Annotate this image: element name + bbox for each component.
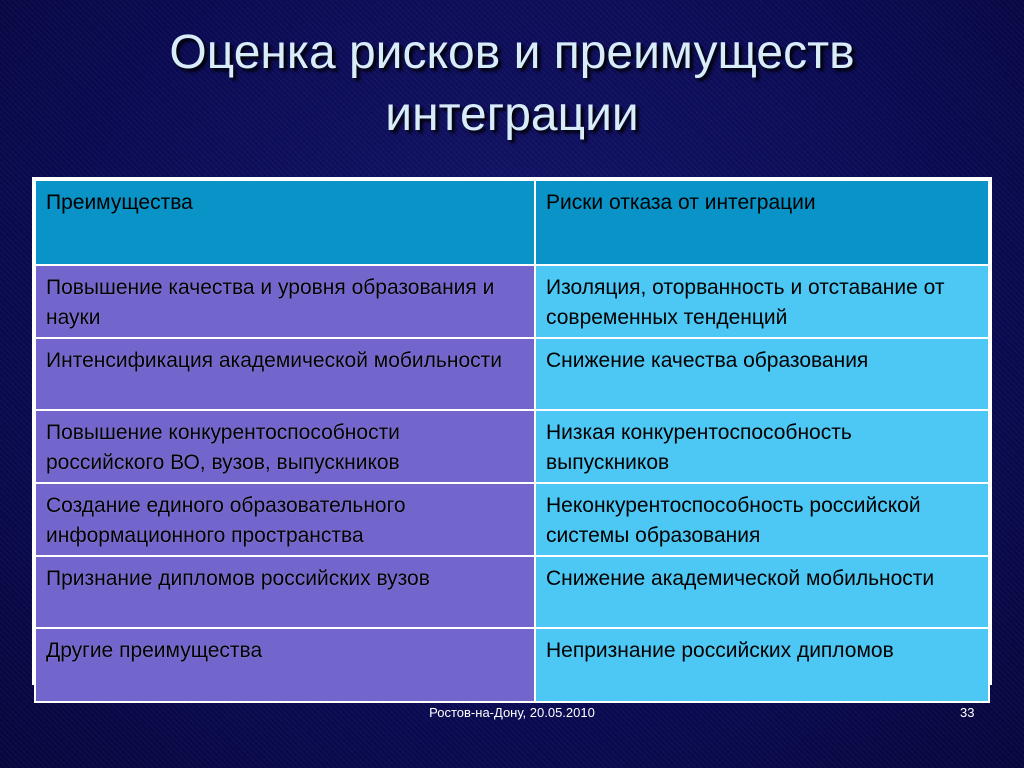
slide-title-line-2: интеграции [385,88,639,141]
slide-title [0,22,1024,146]
risk-cell: Неконкурентоспособность российской системы образования [535,483,989,556]
risk-cell: Снижение академической мобильности [535,556,989,628]
benefit-cell: Интенсификация академической мобильности [35,338,535,410]
table-row [35,628,989,702]
comparison-table [32,177,992,685]
slide-title-line-1: Оценка рисков и преимуществ [169,26,855,79]
table-row [35,483,989,556]
benefit-cell: Повышение качества и уровня образования и науки [35,265,535,338]
benefit-cell: Другие преимущества [35,628,535,702]
page-number: 33 [960,705,975,720]
table-row [35,556,989,628]
header-benefits: Преимущества [35,180,535,265]
benefit-cell: Повышение конкурентоспособности российского ВО, вузов, выпускников [35,410,535,483]
risk-cell: Изоляция, оторванность и отставание от современных тенденций [535,265,989,338]
header-risks: Риски отказа от интеграции [535,180,989,265]
table-row [35,338,989,410]
table-row [35,410,989,483]
table-header-row [35,180,989,265]
table-row [35,265,989,338]
risk-cell: Низкая конкурентоспособность выпускников [535,410,989,483]
slide-footer: Ростов-на-Дону, 20.05.2010 [429,705,595,720]
benefit-cell: Признание дипломов российских вузов [35,556,535,628]
risk-cell: Снижение качества образования [535,338,989,410]
benefit-cell: Создание единого образовательного информационного пространства [35,483,535,556]
risk-cell: Непризнание российских дипломов [535,628,989,702]
